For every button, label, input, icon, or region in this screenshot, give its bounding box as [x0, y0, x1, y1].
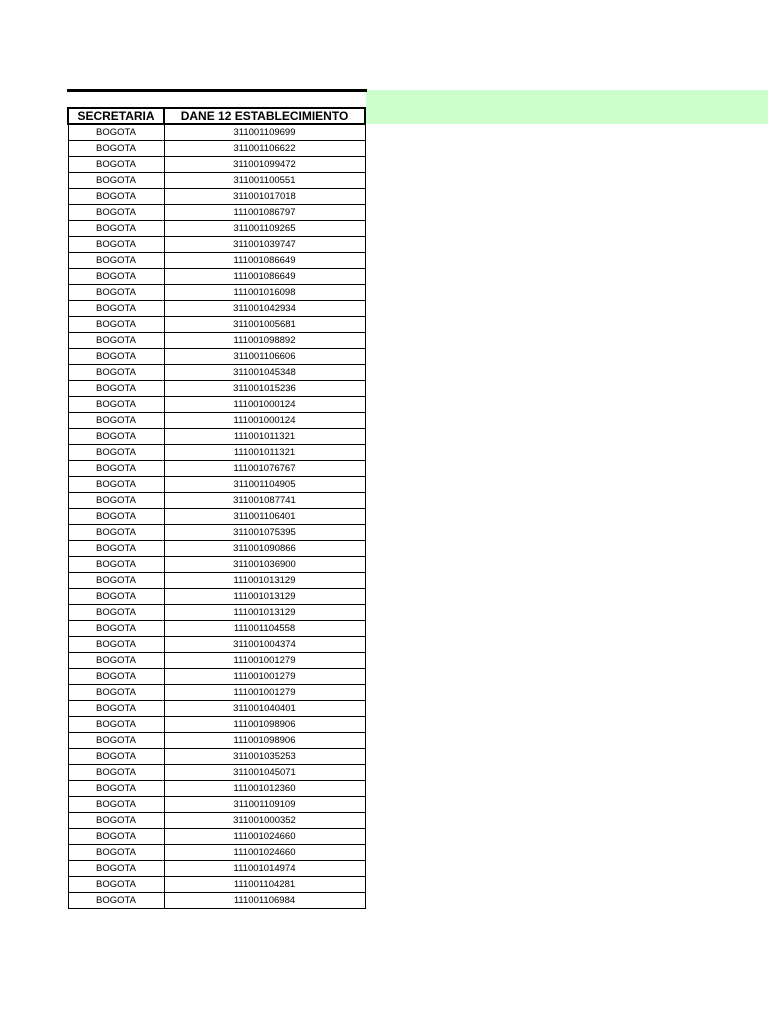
cell-dane-code[interactable]: 111001014974 [164, 861, 365, 877]
cell-secretaria[interactable]: BOGOTA [68, 589, 164, 605]
cell-secretaria[interactable]: BOGOTA [68, 477, 164, 493]
cell-dane-code[interactable]: 111001086797 [164, 205, 365, 221]
table-row [68, 509, 365, 525]
cell-secretaria[interactable]: BOGOTA [68, 253, 164, 269]
cell-dane-code[interactable]: 111001098906 [164, 717, 365, 733]
table-row [68, 525, 365, 541]
cell-dane-code[interactable]: 111001016098 [164, 285, 365, 301]
table-row [68, 733, 365, 749]
cell-secretaria[interactable]: BOGOTA [68, 317, 164, 333]
cell-secretaria[interactable]: BOGOTA [68, 541, 164, 557]
cell-dane-code[interactable]: 311001000352 [164, 813, 365, 829]
cell-secretaria[interactable]: BOGOTA [68, 621, 164, 637]
column-header-secretaria[interactable]: SECRETARIA [68, 108, 164, 124]
cell-dane-code[interactable]: 111001001279 [164, 669, 365, 685]
cell-secretaria[interactable]: BOGOTA [68, 285, 164, 301]
table-row [68, 813, 365, 829]
table-row [68, 829, 365, 845]
table-row [68, 621, 365, 637]
table-row [68, 221, 365, 237]
cell-dane-code[interactable]: 111001011321 [164, 429, 365, 445]
cell-dane-code[interactable]: 311001036900 [164, 557, 365, 573]
cell-secretaria[interactable]: BOGOTA [68, 237, 164, 253]
cell-dane-code[interactable]: 111001076767 [164, 461, 365, 477]
cell-dane-code[interactable]: 311001100551 [164, 173, 365, 189]
table-row [68, 589, 365, 605]
table-row [68, 285, 365, 301]
table-row [68, 237, 365, 253]
cell-secretaria[interactable]: BOGOTA [68, 141, 164, 157]
cell-dane-code[interactable]: 311001005681 [164, 317, 365, 333]
cell-secretaria[interactable]: BOGOTA [68, 173, 164, 189]
header-row [68, 108, 365, 124]
table-row [68, 253, 365, 269]
cell-dane-code[interactable]: 111001000124 [164, 397, 365, 413]
cell-secretaria[interactable]: BOGOTA [68, 205, 164, 221]
cell-secretaria[interactable]: BOGOTA [68, 701, 164, 717]
cell-secretaria[interactable]: BOGOTA [68, 349, 164, 365]
cell-secretaria[interactable]: BOGOTA [68, 813, 164, 829]
cell-dane-code[interactable]: 111001000124 [164, 413, 365, 429]
cell-dane-code[interactable]: 111001001279 [164, 653, 365, 669]
cell-dane-code[interactable]: 311001099472 [164, 157, 365, 173]
cell-secretaria[interactable]: BOGOTA [68, 157, 164, 173]
cell-dane-code[interactable]: 311001035253 [164, 749, 365, 765]
cell-dane-code[interactable]: 311001087741 [164, 493, 365, 509]
table-row [68, 141, 365, 157]
cell-secretaria[interactable]: BOGOTA [68, 765, 164, 781]
cell-secretaria[interactable]: BOGOTA [68, 637, 164, 653]
cell-dane-code[interactable]: 111001001279 [164, 685, 365, 701]
cell-dane-code[interactable]: 311001040401 [164, 701, 365, 717]
table-row [68, 365, 365, 381]
cell-secretaria[interactable]: BOGOTA [68, 685, 164, 701]
cell-secretaria[interactable]: BOGOTA [68, 397, 164, 413]
table-row [68, 701, 365, 717]
cell-dane-code[interactable]: 111001024660 [164, 845, 365, 861]
cell-dane-code[interactable]: 111001013129 [164, 573, 365, 589]
cell-secretaria[interactable]: BOGOTA [68, 573, 164, 589]
establishments-table [67, 107, 366, 909]
cell-dane-code[interactable]: 111001011321 [164, 445, 365, 461]
cell-dane-code[interactable]: 311001004374 [164, 637, 365, 653]
table-row [68, 397, 365, 413]
table-row [68, 157, 365, 173]
cell-dane-code[interactable]: 311001106606 [164, 349, 365, 365]
table-row [68, 653, 365, 669]
cell-dane-code[interactable]: 311001104905 [164, 477, 365, 493]
cell-dane-code[interactable]: 111001104281 [164, 877, 365, 893]
table-row [68, 381, 365, 397]
table-row [68, 461, 365, 477]
cell-dane-code[interactable]: 311001045071 [164, 765, 365, 781]
cell-dane-code[interactable]: 311001109265 [164, 221, 365, 237]
cell-dane-code[interactable]: 111001106984 [164, 893, 365, 909]
table-row [68, 557, 365, 573]
table-row [68, 781, 365, 797]
table-row [68, 493, 365, 509]
cell-dane-code[interactable]: 311001106622 [164, 141, 365, 157]
cell-secretaria[interactable]: BOGOTA [68, 605, 164, 621]
cell-secretaria[interactable]: BOGOTA [68, 301, 164, 317]
table-row [68, 189, 365, 205]
table-row [68, 333, 365, 349]
cell-secretaria[interactable]: BOGOTA [68, 381, 164, 397]
cell-dane-code[interactable]: 311001109109 [164, 797, 365, 813]
cell-dane-code[interactable]: 311001090866 [164, 541, 365, 557]
cell-dane-code[interactable]: 111001098892 [164, 333, 365, 349]
cell-secretaria[interactable]: BOGOTA [68, 877, 164, 893]
cell-secretaria[interactable]: BOGOTA [68, 733, 164, 749]
table-row [68, 573, 365, 589]
cell-secretaria[interactable]: BOGOTA [68, 525, 164, 541]
cell-secretaria[interactable]: BOGOTA [68, 413, 164, 429]
cell-dane-code[interactable]: 311001106401 [164, 509, 365, 525]
table-row [68, 413, 365, 429]
cell-dane-code[interactable]: 111001086649 [164, 269, 365, 285]
table-row [68, 797, 365, 813]
cell-secretaria[interactable]: BOGOTA [68, 669, 164, 685]
cell-secretaria[interactable]: BOGOTA [68, 557, 164, 573]
table-row [68, 317, 365, 333]
column-header-dane[interactable]: DANE 12 ESTABLECIMIENTO [164, 108, 365, 124]
cell-dane-code[interactable]: 111001024660 [164, 829, 365, 845]
table-row [68, 349, 365, 365]
cell-secretaria[interactable]: BOGOTA [68, 893, 164, 909]
cell-dane-code[interactable]: 311001017018 [164, 189, 365, 205]
table-row [68, 205, 365, 221]
cell-dane-code[interactable]: 111001104558 [164, 621, 365, 637]
cell-secretaria[interactable]: BOGOTA [68, 221, 164, 237]
cell-secretaria[interactable]: BOGOTA [68, 333, 164, 349]
cell-secretaria[interactable]: BOGOTA [68, 461, 164, 477]
cell-dane-code[interactable]: 311001042934 [164, 301, 365, 317]
header-highlight-band [366, 90, 768, 124]
cell-secretaria[interactable]: BOGOTA [68, 493, 164, 509]
table-row [68, 477, 365, 493]
cell-secretaria[interactable]: BOGOTA [68, 861, 164, 877]
cell-secretaria[interactable]: BOGOTA [68, 189, 164, 205]
table-row [68, 605, 365, 621]
table-row [68, 685, 365, 701]
table-row [68, 173, 365, 189]
cell-secretaria[interactable]: BOGOTA [68, 429, 164, 445]
cell-secretaria[interactable]: BOGOTA [68, 797, 164, 813]
table-row [68, 637, 365, 653]
cell-dane-code[interactable]: 311001039747 [164, 237, 365, 253]
cell-secretaria[interactable]: BOGOTA [68, 509, 164, 525]
cell-dane-code[interactable]: 111001013129 [164, 605, 365, 621]
table-row [68, 541, 365, 557]
cell-dane-code[interactable]: 111001086649 [164, 253, 365, 269]
table-row [68, 669, 365, 685]
table-row [68, 124, 365, 141]
cell-secretaria[interactable]: BOGOTA [68, 124, 164, 141]
cell-secretaria[interactable]: BOGOTA [68, 845, 164, 861]
table-row [68, 301, 365, 317]
cell-secretaria[interactable]: BOGOTA [68, 829, 164, 845]
table-row [68, 893, 365, 909]
table-body [68, 124, 365, 909]
table-row [68, 861, 365, 877]
cell-secretaria[interactable]: BOGOTA [68, 653, 164, 669]
table-row [68, 717, 365, 733]
cell-secretaria[interactable]: BOGOTA [68, 749, 164, 765]
cell-secretaria[interactable]: BOGOTA [68, 269, 164, 285]
table-row [68, 765, 365, 781]
table-row [68, 845, 365, 861]
table-row [68, 429, 365, 445]
cell-dane-code[interactable]: 111001098906 [164, 733, 365, 749]
cell-dane-code[interactable]: 111001012360 [164, 781, 365, 797]
cell-dane-code[interactable]: 311001015236 [164, 381, 365, 397]
table-row [68, 749, 365, 765]
cell-secretaria[interactable]: BOGOTA [68, 781, 164, 797]
cell-dane-code[interactable]: 311001045348 [164, 365, 365, 381]
table-row [68, 445, 365, 461]
cell-secretaria[interactable]: BOGOTA [68, 365, 164, 381]
cell-secretaria[interactable]: BOGOTA [68, 717, 164, 733]
top-border-rule [67, 89, 367, 92]
table-row [68, 269, 365, 285]
table-row [68, 877, 365, 893]
cell-secretaria[interactable]: BOGOTA [68, 445, 164, 461]
cell-dane-code[interactable]: 111001013129 [164, 589, 365, 605]
cell-dane-code[interactable]: 311001075395 [164, 525, 365, 541]
cell-dane-code[interactable]: 311001109699 [164, 124, 365, 141]
